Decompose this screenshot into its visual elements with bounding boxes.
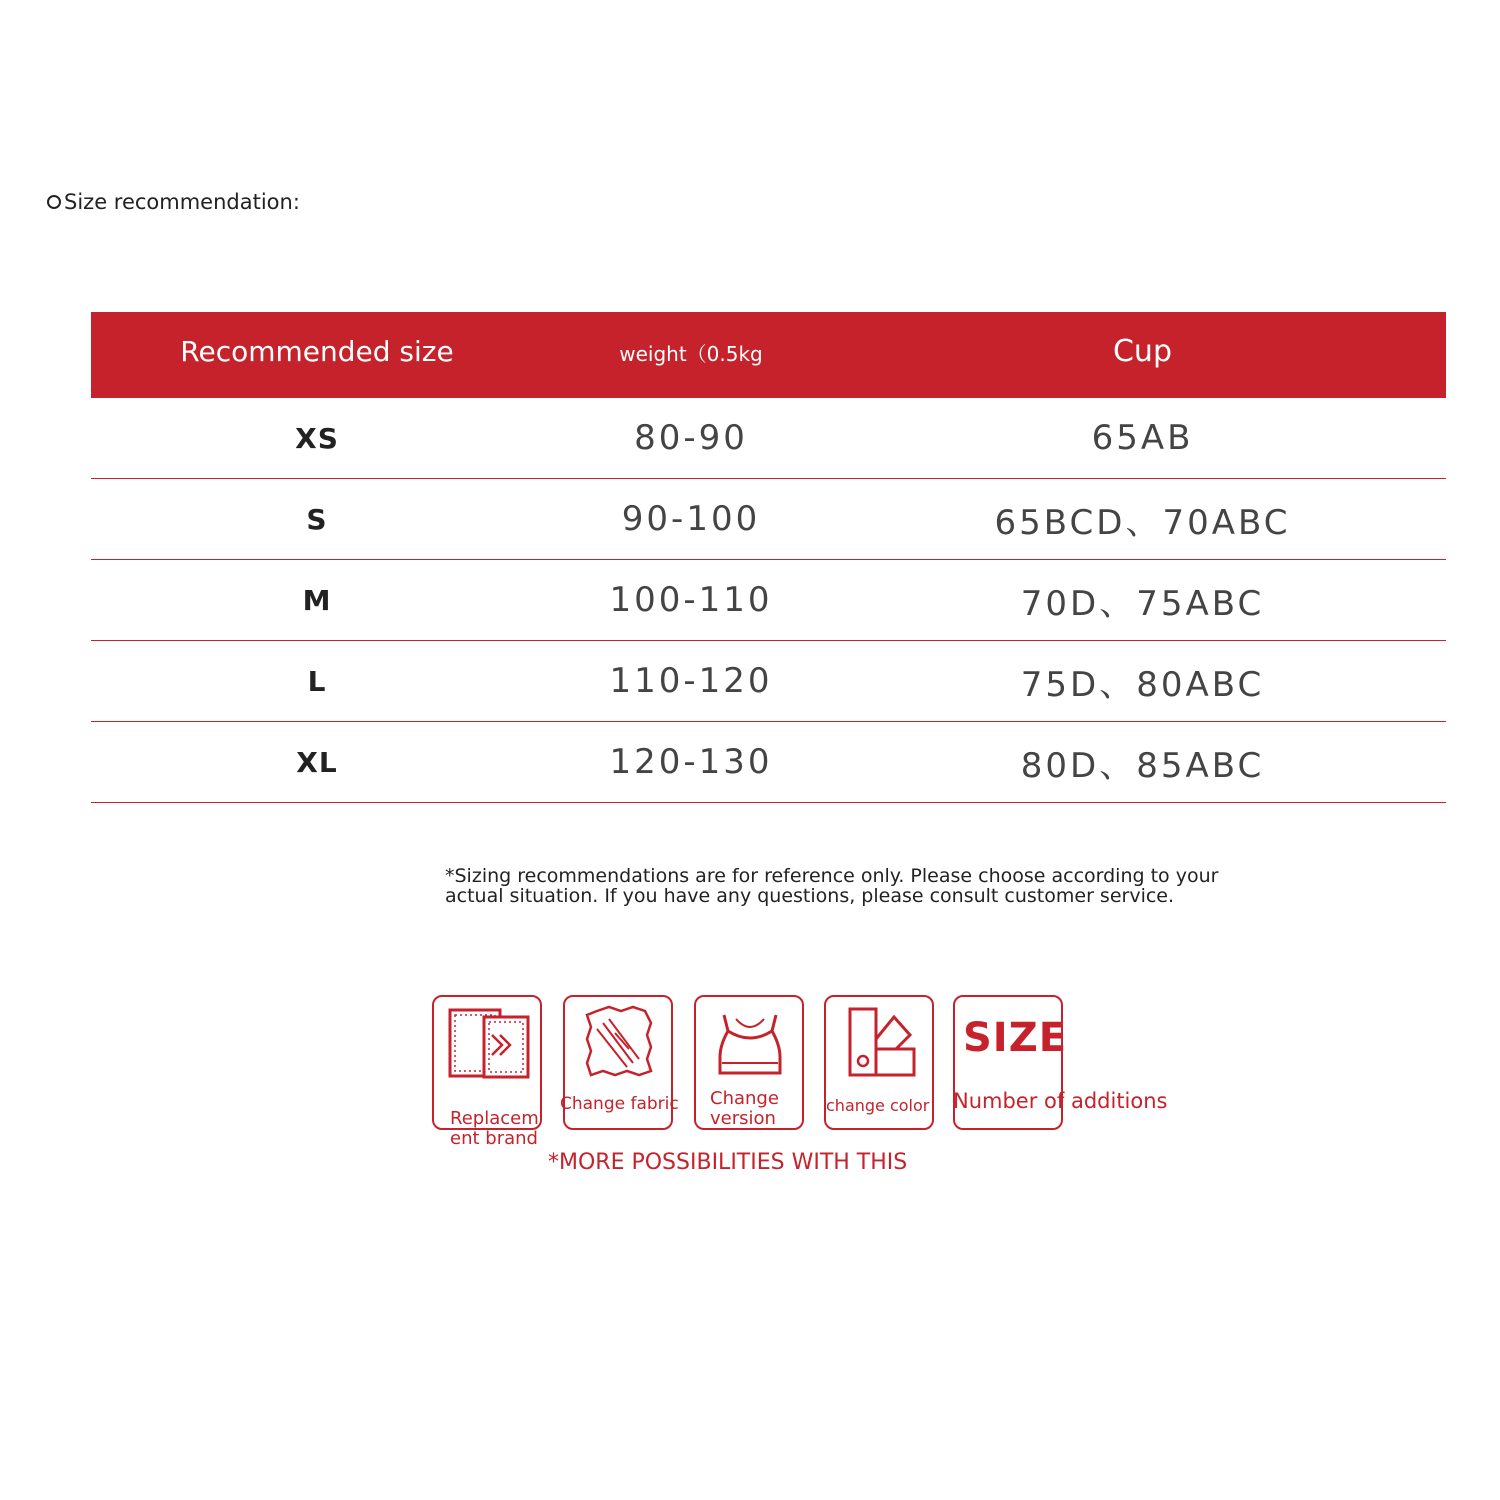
version-label-line1: Change	[710, 1088, 779, 1109]
header-recommended-size: Recommended size	[180, 334, 454, 368]
table-header	[91, 312, 1446, 398]
fabric-icon	[575, 1005, 663, 1079]
service-size	[953, 995, 1168, 1130]
sports-bra-icon	[706, 1005, 794, 1079]
section-title-text: Size recommendation:	[64, 190, 300, 214]
size-cell: XS	[295, 421, 339, 455]
weight-cell: 120-130	[609, 742, 773, 782]
service-brand	[432, 995, 542, 1149]
brand-label-line2: ent brand	[450, 1128, 538, 1149]
sizing-note-line: actual situation. If you have any questions, please consult customer service.	[445, 885, 1175, 907]
more-possibilities: *MORE POSSIBILITIES WITH THIS	[548, 1150, 908, 1175]
size-label: Number of additions	[953, 1089, 1168, 1113]
weight-cell: 100-110	[609, 580, 773, 620]
cup-cell: 65BCD、70ABC	[994, 502, 1291, 543]
cup-cell: 65AB	[1091, 418, 1194, 458]
size-cell: XL	[296, 745, 338, 779]
circle-bullet-icon	[47, 195, 61, 209]
cup-cell: 75D、80ABC	[1020, 664, 1265, 705]
size-cell: M	[302, 583, 332, 617]
service-version	[694, 995, 804, 1130]
table-row	[91, 560, 1446, 641]
header-cup: Cup	[1112, 333, 1172, 369]
table-row	[91, 641, 1446, 722]
color-label: change color	[826, 1096, 930, 1115]
fabric-label: Change fabric	[560, 1094, 679, 1114]
sizing-note-line: *Sizing recommendations are for reference only. Please choose according to your	[445, 865, 1219, 887]
size-word: SIZE	[963, 1015, 1068, 1061]
cup-cell: 80D、85ABC	[1020, 745, 1265, 786]
cup-cell: 70D、75ABC	[1020, 583, 1265, 624]
table-row	[91, 722, 1446, 803]
size-table	[91, 312, 1446, 803]
table-row	[91, 479, 1446, 560]
weight-cell: 80-90	[634, 418, 748, 458]
size-cell: S	[306, 502, 328, 536]
header-weight: weight（0.5kg	[619, 341, 763, 366]
weight-cell: 90-100	[621, 499, 761, 539]
service-fabric	[560, 995, 679, 1130]
brand-swap-icon	[444, 1005, 532, 1079]
brand-label-line1: Replacem	[450, 1108, 539, 1129]
weight-cell: 110-120	[609, 661, 773, 701]
table-row	[91, 398, 1446, 479]
size-cell: L	[307, 664, 327, 698]
color-swatch-icon	[836, 1005, 924, 1079]
sizing-note	[445, 866, 1245, 906]
section-title	[47, 190, 300, 214]
service-color	[824, 995, 934, 1130]
version-label-line2: version	[710, 1108, 776, 1129]
